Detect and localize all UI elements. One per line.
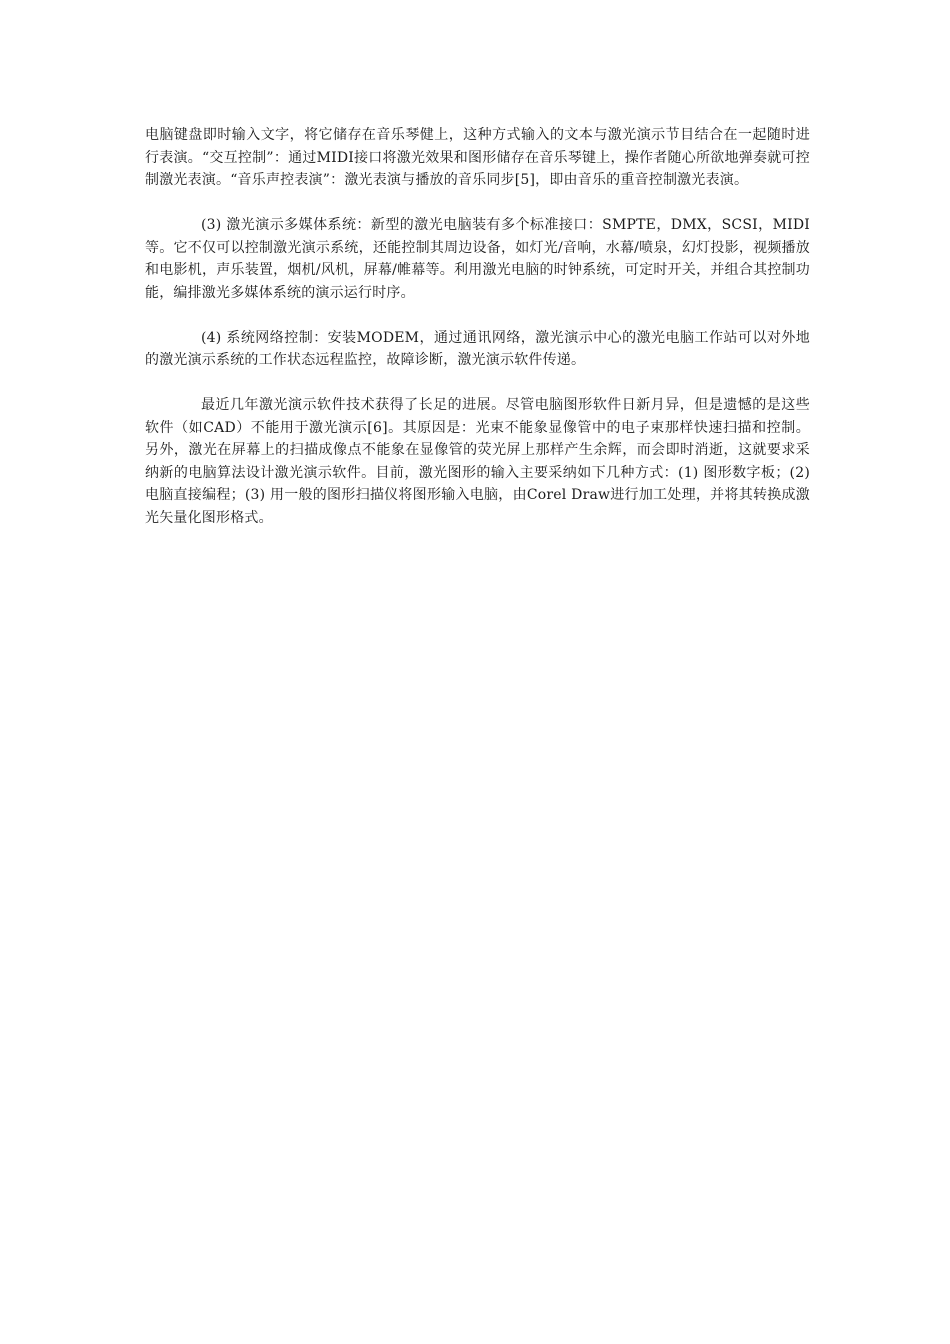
paragraph-continued: 电脑键盘即时输入文字，将它储存在音乐琴健上，这种方式输入的文本与激光演示节目结合在一起随时进行表演。“交互控制”：通过MIDI接口将激光效果和图形储存在音乐琴键上，操作者随心所欲地弹奏就可控制激光表演。“音乐声控表演”：激光表演与播放的音乐同步[5]，即由音乐的重音控制激光表演。 bbox=[145, 127, 810, 188]
paragraph-network-control: (4) 系统网络控制：安装MODEM，通过通讯网络，激光演示中心的激光电脑工作站可以对外地的激光演示系统的工作状态远程监控，故障诊断，激光演示软件传递。 bbox=[145, 329, 810, 368]
document-page bbox=[145, 124, 810, 552]
paragraph-multimedia-system: (3) 激光演示多媒体系统：新型的激光电脑装有多个标准接口：SMPTE，DMX，SCSI，MIDI等。它不仅可以控制激光演示系统，还能控制其周边设备，如灯光/音响，水幕/喷泉，幻灯投影，视频播放和电影机，声乐装置，烟机/风机，屏幕/帷幕等。利用激光电脑的时钟系统，可定时开关，并组合其控制功能，编排激光多媒体系统的演示运行时序。 bbox=[145, 217, 810, 301]
paragraph-software-progress: 最近几年激光演示软件技术获得了长足的进展。尽管电脑图形软件日新月异，但是遗憾的是这些软件（如CAD）不能用于激光演示[6]。其原因是：光束不能象显像管中的电子束那样快速扫描和控制。 另外，激光在屏幕上的扫描成像点不能象在显像管的荧光屏上那样产生余辉，而会即时消逝，这就要求采纳新的电脑算法设计激光演示软件。目前，激光图形的输入主要采纳如下几种方式：(1) 图形数字板；(2) 电脑直接编程；(3) 用一般的图形扫描仪将图形输入电脑，由Corel Draw进行加工处理，并将其转换成激光矢量化图形格式。 bbox=[145, 397, 810, 526]
